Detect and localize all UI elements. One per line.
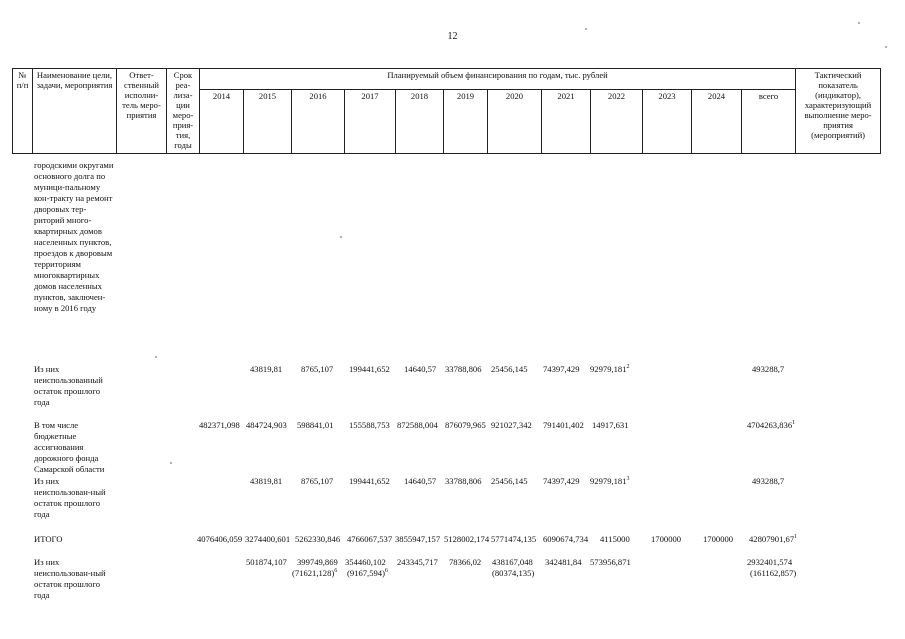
- row-label: Из них неиспользованный остаток прошлого года: [34, 364, 103, 407]
- cell-2017: 155588,753: [349, 420, 390, 430]
- header-year-total: всего: [742, 90, 796, 154]
- cell-total-sub: (161162,857): [750, 568, 797, 578]
- row-label: Из них неиспользован-ный остаток прошлого года: [34, 476, 106, 519]
- cell-2018: 3855947,157: [395, 534, 441, 544]
- cell-2020: 25456,145: [491, 476, 528, 486]
- row-label: В том числе бюджетные ассигнования дорожного фонда Самарской области: [34, 420, 105, 474]
- cell-2018: 14640,57: [404, 476, 437, 486]
- scan-speck: [885, 46, 887, 48]
- cell-2023: 1700000: [651, 534, 682, 544]
- header-year-2015: 2015: [244, 90, 292, 154]
- header-responsible: Ответ-ственный исполни-тель меро-приятия: [117, 69, 167, 154]
- cell-2015: 3274400,601: [245, 534, 291, 544]
- cell-2021: 6090674,734: [543, 534, 589, 544]
- cell-2018: 14640,57: [404, 364, 437, 374]
- header-year-2016: 2016: [292, 90, 345, 154]
- cell-2016: 5262330,846: [295, 534, 341, 544]
- header-year-2017: 2017: [345, 90, 396, 154]
- cell-2020: 25456,145: [491, 364, 528, 374]
- cell-2019: 876079,965: [445, 420, 486, 430]
- cell-2022: 92979,181$^2$: [590, 364, 630, 374]
- cell-2021: 791401,402: [543, 420, 584, 430]
- cell-2014: 4076406,059: [197, 534, 243, 544]
- cell-2020: 5771474,135: [491, 534, 537, 544]
- cell-2019: 78366,02: [449, 557, 482, 567]
- cell-2022: 14917,631: [592, 420, 629, 430]
- cell-total: 2932401,574: [747, 557, 793, 567]
- row-label: Из них неиспользован-ный остаток прошлого года: [34, 557, 106, 600]
- cell-2016: 598841,01: [297, 420, 334, 430]
- cell-2022: 4115000: [600, 534, 630, 544]
- cell-total: 493288,7: [752, 476, 785, 486]
- header-year-2023: 2023: [643, 90, 692, 154]
- cell-2020: 438167,048: [492, 557, 533, 567]
- cell-2016: 399749,869: [297, 557, 338, 567]
- scan-speck: [170, 462, 172, 464]
- cell-2019: 33788,806: [445, 476, 482, 486]
- cell-total: 4704263,836$^1$: [747, 420, 796, 430]
- cell-2015: 43819,81: [250, 364, 283, 374]
- cell-2020-sub: (80374,135): [492, 568, 535, 578]
- scan-speck: [858, 22, 860, 24]
- header-name: Наименование цели, задачи, мероприятия: [33, 69, 117, 154]
- cell-2022: 92979,181$^3$: [590, 476, 630, 486]
- cell-total: 493288,7: [752, 364, 785, 374]
- row-label-total: ИТОГО: [34, 534, 63, 544]
- cell-2019: 5128002,174: [444, 534, 490, 544]
- cell-2017: 4766067,537: [347, 534, 393, 544]
- cell-2020: 921027,342: [491, 420, 532, 430]
- header-year-2018: 2018: [396, 90, 444, 154]
- scan-speck: [585, 28, 587, 30]
- continued-label: городскими округами основного долга по муници-пальному кон-тракту на ремонт дворовых тер-риторий много-квартирных домов населенных пунктов, проездов к дворовым территориям многоквартирных домов населенных пунктов, заключен-ному в 2016 году: [34, 160, 114, 313]
- header-year-2024: 2024: [692, 90, 742, 154]
- page-number: 12: [447, 31, 458, 42]
- header-financing-title: Планируемый объем финансирования по годам, тыс. рублей: [200, 69, 796, 90]
- header-year-2022: 2022: [591, 90, 643, 154]
- header-year-2014: 2014: [200, 90, 244, 154]
- cell-2017: 354460,102: [345, 557, 386, 567]
- cell-2018: 243345,717: [397, 557, 438, 567]
- cell-2016: 8765,107: [301, 364, 334, 374]
- cell-2017: 199441,652: [349, 364, 390, 374]
- header-term: Срок реа-лиза-ции меро-прия-тия, годы: [167, 69, 200, 154]
- cell-2021: 74397,429: [543, 476, 580, 486]
- header-indicator: Тактический показатель (индикатор), характеризующий выполнение меро-приятия (мероприятий): [796, 69, 881, 154]
- cell-2021: 74397,429: [543, 364, 580, 374]
- cell-2017-sub: $(9167,594)^6$: [347, 568, 388, 578]
- cell-2015: 484724,903: [246, 420, 287, 430]
- cell-2015: 43819,81: [250, 476, 283, 486]
- cell-2024: 1700000: [703, 534, 734, 544]
- scan-speck: [155, 356, 157, 358]
- header-year-2021: 2021: [542, 90, 591, 154]
- cell-2016-sub: $(71621,128)^6$: [292, 568, 338, 578]
- cell-2016: 8765,107: [301, 476, 334, 486]
- cell-2019: 33788,806: [445, 364, 482, 374]
- header-year-2020: 2020: [488, 90, 542, 154]
- cell-2015: 501874,107: [246, 557, 287, 567]
- cell-2021: 342481,84: [545, 557, 582, 567]
- cell-2018: 872588,004: [397, 420, 438, 430]
- scan-speck: [340, 236, 342, 238]
- cell-2022: 573956,871: [590, 557, 631, 567]
- cell-2017: 199441,652: [349, 476, 390, 486]
- header-year-2019: 2019: [444, 90, 488, 154]
- cell-total: 42807901,67$^1$: [749, 534, 798, 544]
- header-no: № п/п: [13, 69, 33, 154]
- cell-2014: 482371,098: [199, 420, 240, 430]
